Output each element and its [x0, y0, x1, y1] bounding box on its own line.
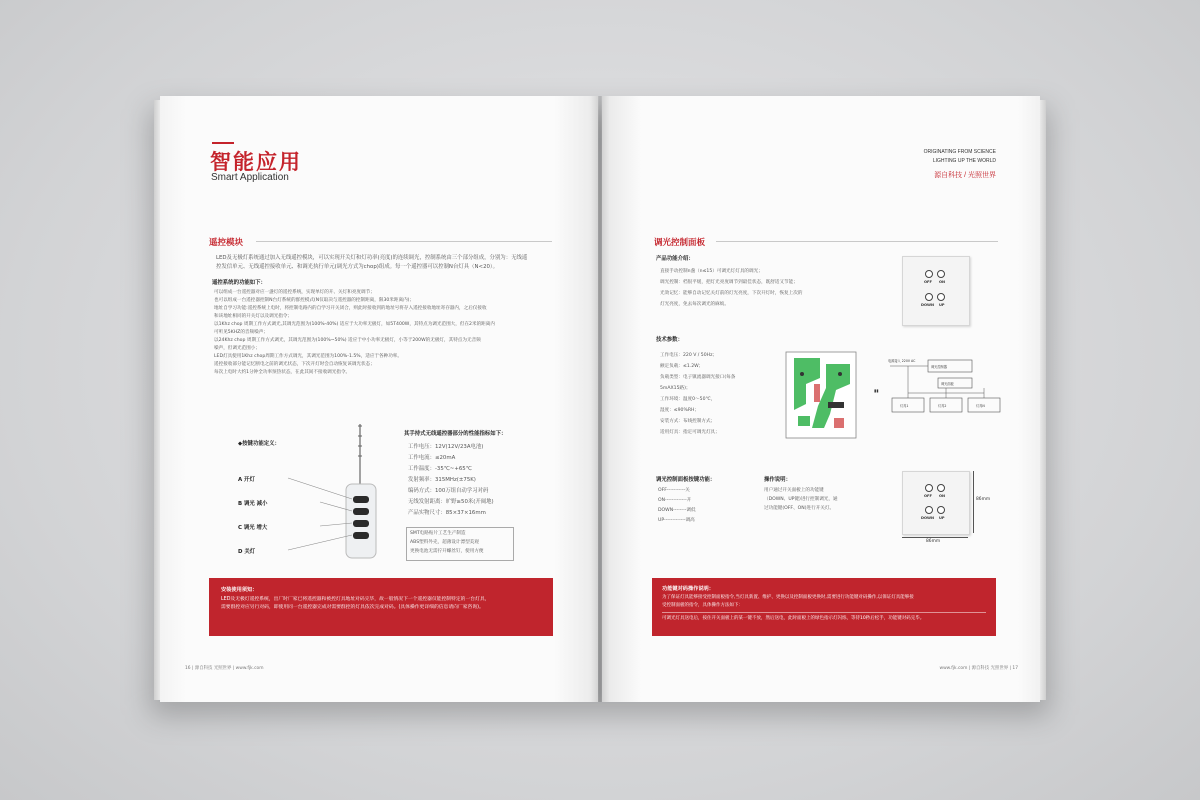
down-label: DOWN	[921, 516, 935, 520]
function-line: 地址自学习功能:遥控系统上电时，将控制电路内的自学习开关闭合，则此时接收到的地址号将存入遥控接收地址寄存器内，之后仅接收	[214, 306, 487, 311]
tech-line: 工作电压：220 V / 50Hz；	[660, 353, 718, 358]
button-function-line: OFF-----------关	[658, 488, 690, 493]
pairing-note-divider	[662, 612, 986, 613]
up-label: UP	[939, 303, 945, 307]
function-line: 可听见5KHZ的音频噪声；	[214, 330, 268, 335]
on-label: ON	[939, 494, 946, 498]
spec-list	[408, 442, 494, 519]
key-label-a: A 开灯	[238, 477, 255, 483]
install-note-title: 安装使用须知：	[221, 587, 258, 593]
remote-illustration	[260, 416, 400, 566]
down-button-icon	[925, 506, 933, 514]
key-label-b: B 调光 减小	[238, 501, 268, 507]
on-label: ON	[939, 280, 946, 284]
diagram-label-lamp2: 灯具2	[938, 404, 947, 408]
function-line: 以24Khz chop 周期工作方式调光，其调光范围为(100%~50%) 适应于中小功率无极灯，小等于200W的无极灯，其特点为无音频	[214, 338, 481, 343]
on-button-icon	[937, 270, 945, 278]
tech-line: 额定负载：≤1.2W；	[660, 364, 704, 369]
height-dimension-label: 86mm	[976, 497, 991, 502]
feature-line: SMT电路贴片工艺生产制造	[410, 531, 466, 536]
intro-line: 直接手动控制n盏（n≤15）可调光灯灯具的调光；	[660, 269, 763, 274]
button-function-line: DOWN--------调低	[658, 508, 696, 513]
width-dimension-line	[902, 537, 968, 538]
function-title: 遥控系统的功能如下：	[212, 280, 266, 286]
intro-list	[660, 266, 802, 310]
operation-line: （DOWN、UP键)进行控制调光，通	[764, 497, 838, 502]
intro-title: 产品功能介绍：	[656, 256, 694, 262]
up-label: UP	[939, 516, 945, 520]
slogan-en-2: LIGHTING UP THE WORLD	[932, 158, 996, 164]
title-accent-bar	[212, 142, 234, 144]
intro-line: 调光控制：档很平缓，把灯光亮度调节到最佳状态，既舒适又节能；	[660, 280, 798, 285]
diagram-label-lamp1: 灯具1	[900, 404, 909, 408]
feature-line: ABS塑料外壳，超薄设计漂型美观	[410, 540, 479, 545]
function-line: 以1Khz chop 周期工作方式调光,其调光范围为(100%-40%) 适应于大功率无极灯，如5T400W，其特点为调光范围大，但在2米的距离内	[214, 322, 495, 327]
install-note-line: LED及无极灯遥控系统，出厂时厂家已将遥控器和被控灯具地址对码完毕，故一般情况下一个遥控器仅能控制特定的一台灯具，	[221, 597, 490, 602]
tech-line: 5mAX15路)；	[660, 386, 691, 391]
page-title: 智能应用	[210, 150, 302, 174]
function-list	[214, 289, 495, 377]
section-title-remote: 遥控模块	[209, 238, 244, 248]
down-label: DOWN	[921, 303, 935, 307]
diagram-label-power: 电源接入 220V AC	[888, 359, 916, 363]
spec-feature-box	[406, 527, 514, 561]
spec-line: 工作电流：≤20mA	[408, 455, 456, 461]
diagram-label-controller: 调光控制器	[931, 365, 947, 369]
operation-line: 用户通过开关面板上的功能键	[764, 488, 824, 493]
spec-title: 其手持式无线遥控器部分的性能指标如下：	[404, 431, 507, 437]
pairing-note-box	[652, 578, 996, 636]
height-dimension-line	[973, 471, 974, 533]
slogan-block	[924, 148, 996, 180]
spec-line: 工作温度：-35℃~+65℃	[408, 466, 472, 472]
diagram-label-panel: 调光面板	[941, 382, 954, 386]
tech-line: 适用灯具：指定可调光灯具；	[660, 430, 720, 435]
spec-line: 产品实物尺寸：85×37×16mm	[408, 510, 486, 516]
width-dimension-label: 86mm	[926, 539, 941, 544]
section-divider	[256, 241, 552, 242]
up-button-icon	[937, 506, 945, 514]
up-button-icon	[937, 293, 945, 301]
off-button-icon	[925, 484, 933, 492]
function-line: 噪声，但调光范围小；	[214, 346, 260, 351]
pcb-board-illustration	[780, 344, 862, 444]
spec-line: 工作电压：12V(12V/23A电池)	[408, 444, 484, 450]
pairing-note-line: 可调光灯具送电后，按住开关面板上的某一键不放，然后送电，此时面板上的绿色指示灯闪烁，等待10秒后松手，功能键对码完毕。	[662, 616, 925, 621]
left-footer: 16 | 源自科技 光照世界 | www.fjk.com	[185, 666, 264, 671]
function-line: 也可以组成一台遥控器控制N台灯系统的群控模式(N仅取决与遥控器的控制距离，限30米距离内)；	[214, 298, 415, 303]
spec-line: 编码方式：100万组自动学习对码	[408, 488, 489, 494]
slogan-en-1: ORIGINATING FROM SCIENCE	[923, 149, 996, 155]
button-function-title: 调光控制面板按键功能：	[656, 477, 716, 483]
tech-line: 湿度：≤90%RH；	[660, 408, 700, 413]
function-line: LED灯具使用1Khz chop周期工作方式调光，其调光范围为100%-1.5%，适应于各种功率。	[214, 354, 402, 359]
off-label: OFF	[924, 494, 932, 498]
operation-title: 操作说明：	[764, 477, 791, 483]
button-function-line: UP-------------调高	[658, 518, 695, 523]
function-line: 每次上电时大约1分钟全功率预热状态，在此其间不接收调光指令。	[214, 370, 351, 375]
button-function-list	[658, 486, 696, 526]
pcb-connector: ▮▮	[874, 388, 879, 393]
pairing-note-line: 受控制面板的指令，具体操作方法如下：	[662, 603, 743, 608]
function-line: 和该地址相同的开关灯以及调光指令；	[214, 314, 293, 319]
wiring-diagram	[884, 348, 1004, 428]
dimmer-panel-photo-1	[902, 256, 970, 326]
tech-list	[660, 350, 735, 438]
page-subtitle: Smart Application	[211, 172, 289, 183]
book-gutter-shadow	[590, 96, 610, 702]
tech-title: 技术参数：	[656, 337, 683, 343]
right-page	[602, 96, 1040, 702]
spec-line: 无线发射距离：旷野≥50米(开阔地)	[408, 499, 494, 505]
off-label: OFF	[924, 280, 932, 284]
off-button-icon	[925, 270, 933, 278]
key-label-c: C 调光 增大	[238, 525, 268, 531]
install-note-line: 需要群控对应另行对码，即使用同一台遥控器完成对需要群控的灯具依次完成对码。(具体操作更详细的信息请向厂家咨询)。	[221, 605, 484, 610]
key-definition-title: ◆按键功能定义：	[238, 441, 280, 447]
intro-line: 控发信单元、无线遥控接收单元、和调光执行单元(调光方式为chop)组成。每一个遥控器可以控制N台灯具（N<20）。	[216, 264, 499, 270]
tech-line: 负载类型：电子镇流器调光接口(每条	[660, 375, 736, 380]
diagram-label-lampn: 灯具N	[976, 404, 985, 408]
dimmer-panel-photo-2	[902, 471, 970, 535]
section-divider	[716, 241, 998, 242]
operation-list	[764, 486, 838, 513]
feature-line: 更换电池无需拧开螺丝钉，使用方便	[410, 549, 484, 554]
slogan-cn: 源自科技 / 光照世界	[934, 172, 996, 179]
right-footer: www.fjk.com | 源自科技 光照世界 | 17	[939, 666, 1018, 671]
button-function-line: ON-------------开	[658, 498, 692, 503]
on-button-icon	[937, 484, 945, 492]
pairing-note-line: 为了保证灯具能够接受控制面板指令,当灯具新置、维护、更换以及控制面板更换时,需要进行功能键对码操作,以保证灯具能够接	[662, 595, 914, 600]
intro-line: 灯光亮度，免去每次调光的麻烦。	[660, 302, 729, 307]
tech-line: 工作环境：温度0～50℃，	[660, 397, 716, 402]
intro-line: 光效记忆：能够自动记忆关灯前的灯光亮度，下次开灯时，恢复上次的	[660, 291, 803, 296]
function-line: 可以组成一台遥控器对应一盏灯的遥控系统，实现单灯的开、关灯和亮度调节；	[214, 290, 375, 295]
section-title-dimmer: 调光控制面板	[654, 238, 706, 248]
down-button-icon	[925, 293, 933, 301]
intro-line: LED及无极灯系统通过加入无线遥控模块，可以实现开关灯和灯功率(亮度)的连续调光，控制系统由三个部分组成，分别为：无线遥	[216, 255, 528, 261]
intro-paragraph	[216, 254, 527, 272]
operation-line: 过功能键(OFF、ON)进行开关灯。	[764, 506, 835, 511]
tech-line: 安装方式：布线控制方式；	[660, 419, 716, 424]
install-note-box	[209, 578, 553, 636]
left-page	[160, 96, 598, 702]
spec-line: 发射频率：315MHz(±75K)	[408, 477, 476, 483]
key-label-d: D 关灯	[238, 549, 256, 555]
function-line: 遥控接收部分能记忆断电之前的调光状态，下次开灯时会自动恢复该调光状态；	[214, 362, 375, 367]
pairing-note-title: 功能键对码操作说明：	[662, 586, 714, 592]
